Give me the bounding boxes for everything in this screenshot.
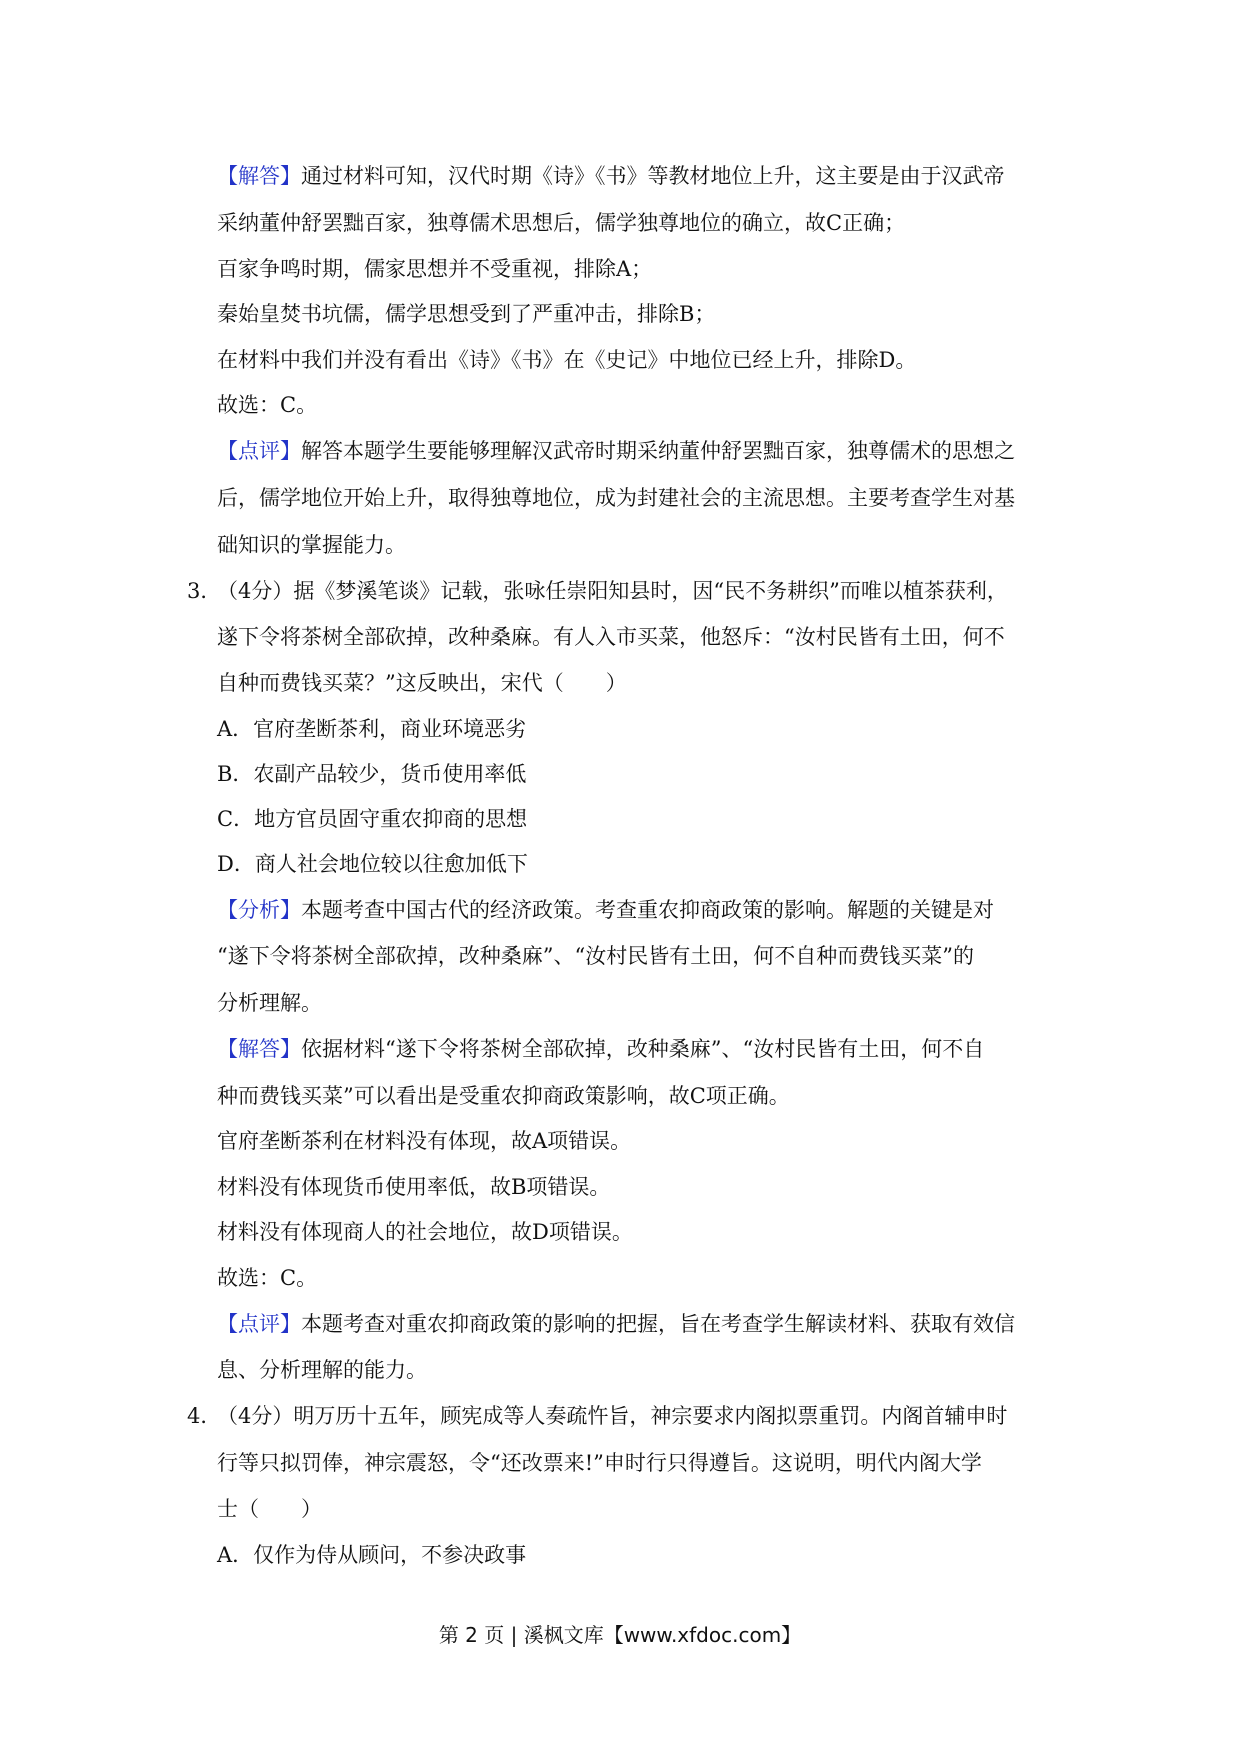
q2-answer-line-5: 在材料中我们并没有看出《诗》《书》在《史记》中地位已经上升，排除D。 bbox=[217, 348, 917, 372]
question-3-line-2: 遂下令将茶树全部砍掉，改种桑麻。有人入市买菜，他怒斥：“汝村民皆有土田，何不 bbox=[217, 625, 1005, 649]
question-3-option-c: C．地方官员固守重农抑商的思想 bbox=[217, 807, 528, 831]
q3-analysis-line-1: 【分析】本题考查中国古代的经济政策。考查重农抑商政策的影响。解题的关键是对 bbox=[217, 898, 994, 922]
q2-answer-line-3: 百家争鸣时期，儒家思想并不受重视，排除A； bbox=[217, 257, 653, 281]
q3-comment-line-1: 【点评】本题考查对重农抑商政策的影响的把握，旨在考查学生解读材料、获取有效信 bbox=[217, 1312, 1015, 1336]
analysis-tag: 【分析】 bbox=[217, 898, 301, 922]
q2-answer-line-2: 采纳董仲舒罢黜百家，独尊儒术思想后，儒学独尊地位的确立，故C正确； bbox=[217, 211, 906, 235]
page-footer: 第 2 页 | 溪枫文库【www.xfdoc.com】 bbox=[438, 1623, 802, 1647]
question-3-number: 3． bbox=[187, 579, 222, 603]
q2-answer-line-1: 【解答】通过材料可知，汉代时期《诗》《书》等教材地位上升，这主要是由于汉武帝 bbox=[217, 164, 1005, 188]
q3-answer-line-3: 官府垄断茶利在材料没有体现，故A项错误。 bbox=[217, 1129, 632, 1153]
answer-tag: 【解答】 bbox=[217, 1037, 301, 1061]
q3-analysis-line-2: “遂下令将茶树全部砍掉，改种桑麻”、“汝村民皆有土田，何不自种而费钱买菜”的 bbox=[217, 944, 974, 968]
q2-comment-line-1: 【点评】解答本题学生要能够理解汉武帝时期采纳董仲舒罢黜百家，独尊儒术的思想之 bbox=[217, 439, 1015, 463]
question-4-number: 4． bbox=[187, 1404, 222, 1428]
q3-answer-line-6: 故选：C。 bbox=[217, 1266, 318, 1290]
q3-comment-line-2: 息、分析理解的能力。 bbox=[217, 1358, 427, 1382]
q2-answer-line-6: 故选：C。 bbox=[217, 393, 318, 417]
question-3-option-d: D．商人社会地位较以往愈加低下 bbox=[217, 852, 528, 876]
q2-answer-line-4: 秦始皇焚书坑儒，儒学思想受到了严重冲击，排除B； bbox=[217, 302, 716, 326]
answer-tag: 【解答】 bbox=[217, 164, 301, 188]
question-4-line-3: 士（ ） bbox=[217, 1497, 322, 1521]
q2-comment-line-2: 后，儒学地位开始上升，取得独尊地位，成为封建社会的主流思想。主要考查学生对基 bbox=[217, 486, 1015, 510]
q2-comment-line-3: 础知识的掌握能力。 bbox=[217, 533, 406, 557]
question-4-line-1: （4分）明万历十五年，顾宪成等人奏疏忤旨，神宗要求内阁拟票重罚。内阁首辅申时 bbox=[217, 1404, 1008, 1428]
question-4-line-2: 行等只拟罚俸，神宗震怒，令“还改票来!”申时行只得遵旨。这说明，明代内阁大学 bbox=[217, 1451, 982, 1475]
comment-tag: 【点评】 bbox=[217, 1312, 301, 1336]
q3-answer-line-1: 【解答】依据材料“遂下令将茶树全部砍掉，改种桑麻”、“汝村民皆有土田，何不自 bbox=[217, 1037, 985, 1061]
question-3-option-a: A．官府垄断茶利，商业环境恶劣 bbox=[217, 717, 527, 741]
q3-answer-line-2: 种而费钱买菜”可以看出是受重农抑商政策影响，故C项正确。 bbox=[217, 1084, 790, 1108]
question-3-line-1: （4分）据《梦溪笔谈》记载，张咏任崇阳知县时，因“民不务耕织”而唯以植茶获利， bbox=[217, 579, 1008, 603]
q3-analysis-line-3: 分析理解。 bbox=[217, 991, 322, 1015]
q3-answer-line-5: 材料没有体现商人的社会地位，故D项错误。 bbox=[217, 1220, 633, 1244]
comment-tag: 【点评】 bbox=[217, 439, 301, 463]
question-3-line-3: 自种而费钱买菜？”这反映出，宋代（ ） bbox=[217, 671, 627, 695]
q3-answer-line-4: 材料没有体现货币使用率低，故B项错误。 bbox=[217, 1175, 611, 1199]
question-4-option-a: A．仅作为侍从顾问，不参决政事 bbox=[217, 1543, 527, 1567]
question-3-option-b: B．农副产品较少，货币使用率低 bbox=[217, 762, 527, 786]
